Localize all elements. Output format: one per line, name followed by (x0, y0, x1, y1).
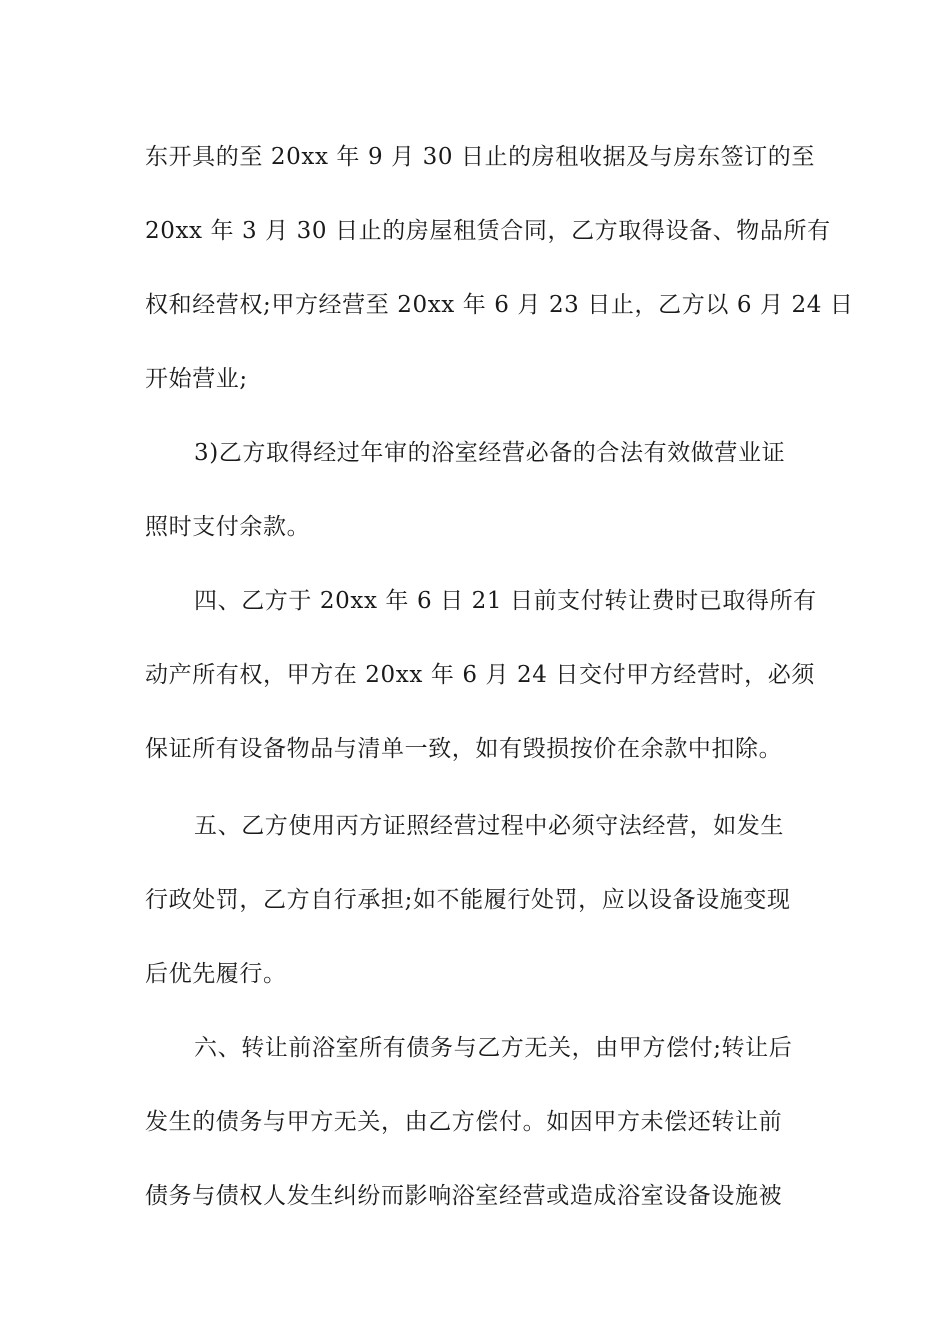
text-line: 债务与债权人发生纠纷而影响浴室经营或造成浴室设备设施被 (145, 1183, 783, 1209)
text-line: 保证所有设备物品与清单一致，如有毁损按价在余款中扣除。 (145, 736, 783, 762)
text-line: 后优先履行。 (145, 961, 287, 987)
text-line: 20xx 年 3 月 30 日止的房屋租赁合同，乙方取得设备、物品所有 (145, 218, 831, 244)
paragraph-first-line: 五、乙方使用丙方证照经营过程中必须守法经营，如发生 (194, 813, 784, 839)
paragraph-first-line: 四、乙方于 20xx 年 6 日 21 日前支付转让费时已取得所有 (194, 588, 817, 614)
text-line: 权和经营权;甲方经营至 20xx 年 6 月 23 日止，乙方以 6 月 24 日 (145, 292, 854, 318)
text-line: 动产所有权，甲方在 20xx 年 6 月 24 日交付甲方经营时，必须 (145, 662, 815, 688)
paragraph-first-line: 六、转让前浴室所有债务与乙方无关，由甲方偿付;转让后 (194, 1035, 793, 1061)
text-line: 发生的债务与甲方无关，由乙方偿付。如因甲方未偿还转让前 (145, 1109, 783, 1135)
text-line: 开始营业; (145, 366, 248, 392)
text-line: 照时支付余款。 (145, 514, 311, 540)
paragraph-first-line: 3)乙方取得经过年审的浴室经营必备的合法有效做营业证 (194, 440, 786, 466)
text-line: 行政处罚，乙方自行承担;如不能履行处罚，应以设备设施变现 (145, 887, 791, 913)
text-line: 东开具的至 20xx 年 9 月 30 日止的房租收据及与房东签订的至 (145, 144, 815, 170)
